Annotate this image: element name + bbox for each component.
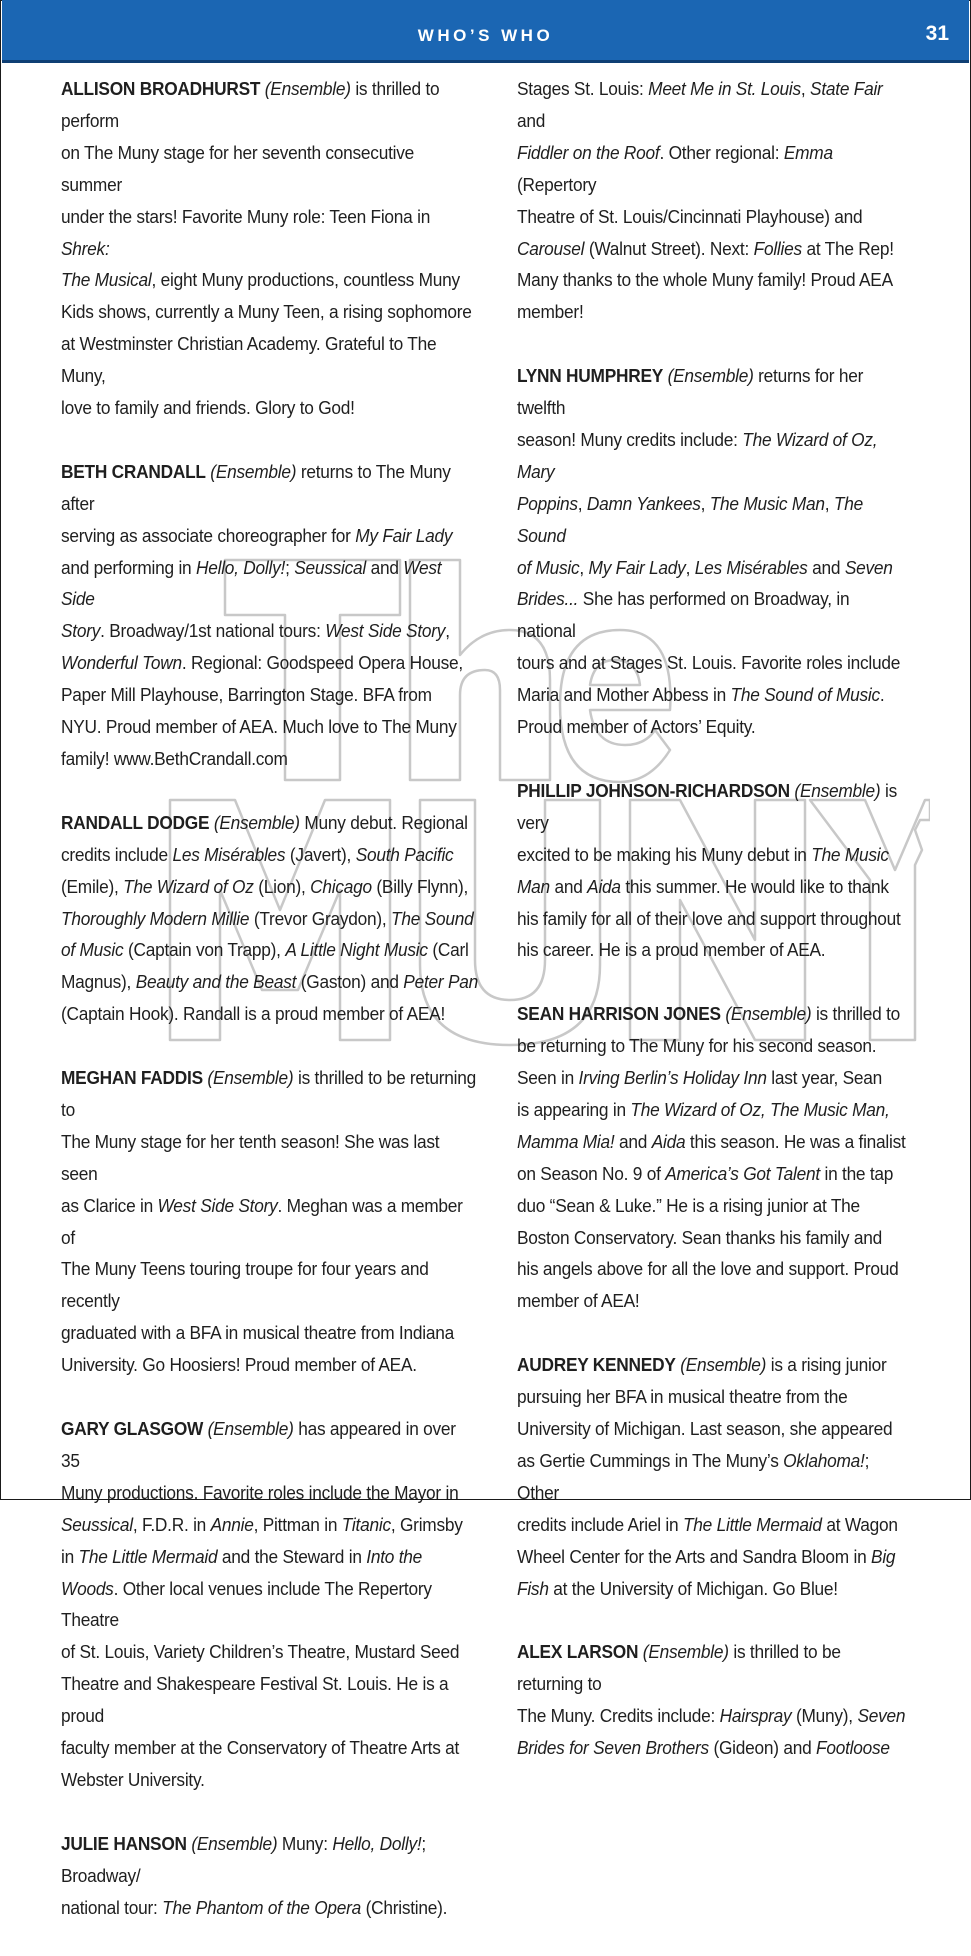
bio-line xyxy=(517,1063,907,1095)
bio-text: as Gertie Cummings in The Muny’s xyxy=(517,1450,784,1471)
bio-line xyxy=(61,1829,479,1893)
bio-line xyxy=(517,234,907,266)
bio-text: (Captain von Trapp), xyxy=(123,940,286,961)
bio-line xyxy=(61,1191,479,1255)
credit-title: Seven xyxy=(857,1706,906,1727)
bio-text: , xyxy=(685,557,695,578)
bio-line xyxy=(61,1414,479,1478)
bio-text: returns for her twelfth xyxy=(517,366,864,419)
bio-line xyxy=(517,840,907,872)
bio-text: (Walnut Street). Next: xyxy=(584,238,754,259)
credit-title: Fish xyxy=(517,1578,549,1599)
bio-line xyxy=(61,1733,479,1765)
bio-text: and xyxy=(807,557,845,578)
bio-entry xyxy=(517,999,907,1318)
bio-text: , Grimsby xyxy=(390,1514,463,1535)
bio-text: serving as associate choreographer for xyxy=(61,525,356,546)
bio-line xyxy=(517,680,907,712)
credit-title: of Music xyxy=(517,557,580,578)
credit-title: Into the xyxy=(366,1546,423,1567)
bio-text: , xyxy=(800,79,811,99)
bio-line xyxy=(61,1318,479,1350)
bio-text: Boston Conservatory. Sean thanks his family and xyxy=(517,1227,882,1248)
credit-title: Seussical xyxy=(61,1514,133,1535)
bio-text: The Muny Teens touring troupe for four years and recently xyxy=(61,1259,429,1312)
bio-line xyxy=(517,1414,907,1446)
bio-text: . Other regional: xyxy=(659,142,784,163)
bio-text: (Gideon) and xyxy=(708,1738,817,1759)
bio-text: (Billy Flynn), xyxy=(371,876,469,897)
bio-text: his angels above for all the love and support. Proud xyxy=(517,1259,899,1280)
performer-role: (Ensemble) xyxy=(213,812,300,833)
credit-title: Story xyxy=(61,621,101,642)
bio-text: Webster University. xyxy=(61,1769,205,1790)
credit-title: of Music xyxy=(61,940,124,961)
credit-title: Irving Berlin’s Holiday Inn xyxy=(578,1068,767,1089)
bio-line xyxy=(61,904,479,936)
credit-title: Seven xyxy=(844,557,893,578)
bio-text: . Regional: Goodspeed Opera House, xyxy=(181,653,463,674)
bio-text: . xyxy=(879,685,885,706)
bio-text: , eight Muny productions, countless Muny xyxy=(151,270,460,291)
bio-text: as Clarice in xyxy=(61,1195,158,1216)
credit-title: Aida xyxy=(651,1131,686,1152)
bio-text: on Season No. 9 of xyxy=(517,1163,666,1184)
credit-title: The Wizard of Oz, Mary xyxy=(517,429,878,482)
performer-name: ALEX LARSON xyxy=(517,1642,639,1663)
bio-line xyxy=(517,1223,907,1255)
bio-text: of St. Louis, Variety Children’s Theatre, Mustard Seed xyxy=(61,1642,460,1663)
bio-text: his family for all of their love and support throughout xyxy=(517,908,901,929)
bio-text: Magnus), xyxy=(61,972,136,993)
bio-text: is thrilled to perform xyxy=(61,79,440,131)
credit-title: Man xyxy=(517,876,550,897)
bio-text: this summer. He would like to thank xyxy=(620,876,889,897)
bio-text: Paper Mill Playhouse, Barrington Stage. BFA from xyxy=(61,685,432,706)
credit-title: The Sound of Music xyxy=(730,685,880,706)
credit-title: Woods xyxy=(61,1578,114,1599)
bio-text: at Wagon xyxy=(821,1514,898,1535)
bio-text: his career. He is a proud member of AEA. xyxy=(517,940,826,961)
bio-text: (Muny), xyxy=(791,1706,858,1727)
credit-title: Thoroughly Modern Millie xyxy=(61,908,250,929)
bio-line xyxy=(61,1510,479,1542)
bio-line xyxy=(61,393,479,425)
performer-role: (Ensemble) xyxy=(667,366,754,387)
bio-text: , xyxy=(579,557,589,578)
bio-line xyxy=(517,489,907,553)
bio-line xyxy=(517,1031,907,1063)
bio-line xyxy=(517,297,907,329)
header-divider xyxy=(2,60,969,63)
bio-line xyxy=(61,680,479,712)
bio-line xyxy=(61,1574,479,1638)
performer-name: JULIE HANSON xyxy=(61,1833,187,1854)
bio-text: (Javert), xyxy=(285,844,356,865)
bio-line xyxy=(517,202,907,234)
performer-role: (Ensemble) xyxy=(725,1004,812,1025)
bio-line xyxy=(517,1159,907,1191)
bio-text: (Christine). xyxy=(361,1897,448,1918)
credit-title: Titanic xyxy=(341,1514,391,1535)
bio-line xyxy=(517,1191,907,1223)
credit-title: Big xyxy=(871,1546,896,1567)
bio-text: Muny productions. Favorite roles include the Mayor in xyxy=(61,1482,459,1503)
credit-title: Peter Pan xyxy=(403,972,479,993)
bio-text: member! xyxy=(517,302,584,323)
bio-text: Maria and Mother Abbess in xyxy=(517,685,731,706)
bio-line xyxy=(517,584,907,648)
bio-line xyxy=(517,1350,907,1382)
bio-text: faculty member at the Conservatory of Theatre Arts at xyxy=(61,1738,460,1759)
bio-entry xyxy=(61,1414,479,1797)
performer-name: MEGHAN FADDIS xyxy=(61,1068,203,1089)
bio-text: . Broadway/1st national tours: xyxy=(100,621,326,642)
bio-line xyxy=(61,840,479,872)
credit-title: Carousel xyxy=(517,238,585,259)
bio-line xyxy=(517,1637,907,1701)
bio-entry xyxy=(61,808,479,1031)
bio-text: Proud member of Actors’ Equity. xyxy=(517,717,756,738)
bio-line xyxy=(517,935,907,967)
bio-text: She has performed on Broadway, in national xyxy=(517,589,850,642)
bio-line xyxy=(61,712,479,744)
bio-text: at the University of Michigan. Go Blue! xyxy=(548,1578,838,1599)
bio-text: love to family and friends. Glory to God! xyxy=(61,398,355,419)
credit-title: The Little Mermaid xyxy=(78,1546,218,1567)
bio-line xyxy=(61,1350,479,1382)
bio-line xyxy=(61,1254,479,1318)
performer-role: (Ensemble) xyxy=(794,780,881,801)
bio-text: , xyxy=(577,493,587,514)
performer-role: (Ensemble) xyxy=(680,1355,767,1376)
credit-title: My Fair Lady xyxy=(355,525,453,546)
bio-text: returns to The Muny after xyxy=(61,461,451,514)
bio-text: excited to be making his Muny debut in xyxy=(517,844,812,865)
credit-title: Oklahoma! xyxy=(783,1450,865,1471)
credit-title: West Side Story xyxy=(325,621,446,642)
credit-title: West Side Story xyxy=(157,1195,278,1216)
bio-text: Kids shows, currently a Muny Teen, a rising sophomore xyxy=(61,302,472,323)
bio-line xyxy=(517,1510,907,1542)
bio-line xyxy=(517,712,907,744)
bio-entry xyxy=(61,74,479,425)
bio-line xyxy=(61,1765,479,1797)
bio-text: (Trevor Graydon), xyxy=(249,908,392,929)
bio-text: (Repertory xyxy=(517,174,597,195)
credit-title: Damn Yankees xyxy=(586,493,701,514)
bio-text: NYU. Proud member of AEA. Much love to The Muny xyxy=(61,717,457,738)
bio-text: is thrilled to xyxy=(811,1004,901,1025)
performer-name: LYNN HUMPHREY xyxy=(517,366,664,387)
credit-title: Mamma Mia! xyxy=(517,1131,615,1152)
bio-text: family! www.BethCrandall.com xyxy=(61,749,288,770)
credit-title: Annie xyxy=(210,1514,254,1535)
bio-line xyxy=(61,808,479,840)
credit-title: State Fair xyxy=(810,79,883,99)
bio-line xyxy=(61,1893,479,1925)
bio-text: , xyxy=(824,493,834,514)
credit-title: Les Misérables xyxy=(694,557,808,578)
credit-title: Fiddler on the Roof xyxy=(517,142,660,163)
bio-line xyxy=(61,265,479,297)
performer-name: AUDREY KENNEDY xyxy=(517,1355,676,1376)
bio-entry xyxy=(61,1829,479,1925)
bio-line xyxy=(61,329,479,393)
performer-role: (Ensemble) xyxy=(207,1068,294,1089)
credit-title: A Little Night Music xyxy=(285,940,428,961)
credit-title: The Sound xyxy=(517,493,863,546)
credit-title: The Sound xyxy=(391,908,474,929)
bio-line xyxy=(61,138,479,202)
performer-name: ALLISON BROADHURST xyxy=(61,79,261,99)
bio-line xyxy=(517,872,907,904)
bio-text: . Meghan was a member of xyxy=(61,1195,463,1248)
credit-title: Poppins xyxy=(517,493,578,514)
credit-title: Hello, Dolly! xyxy=(332,1833,422,1854)
bio-line xyxy=(61,648,479,680)
bio-line xyxy=(517,553,907,585)
bio-text: pursuing her BFA in musical theatre from the xyxy=(517,1387,848,1408)
credit-title: The Musical xyxy=(61,270,152,291)
bio-text: University. Go Hoosiers! Proud member of AEA. xyxy=(61,1355,417,1376)
bio-line xyxy=(517,1701,907,1733)
credit-title: Aida xyxy=(587,876,621,897)
bio-text: and xyxy=(366,557,404,578)
bio-text: , F.D.R. in xyxy=(132,1514,211,1535)
bio-text: duo “Sean & Luke.” He is a rising junior at The xyxy=(517,1195,860,1216)
bio-line xyxy=(61,521,479,553)
credit-title: West Side xyxy=(61,557,442,610)
bio-text: tours and at Stages St. Louis. Favorite roles include xyxy=(517,653,901,674)
bio-text: and xyxy=(517,110,546,131)
bio-entry xyxy=(517,776,907,967)
section-title: WHO’S WHO xyxy=(417,26,554,45)
performer-name: BETH CRANDALL xyxy=(61,461,206,482)
bio-line xyxy=(61,967,479,999)
credit-title: Footloose xyxy=(816,1738,890,1759)
right-bio-column xyxy=(517,74,907,1797)
credit-title: Hello, Dolly! xyxy=(195,557,286,578)
bio-line xyxy=(517,1382,907,1414)
credit-title: Follies xyxy=(753,238,802,259)
credit-title: My Fair Lady xyxy=(588,557,686,578)
bio-text: University of Michigan. Last season, she appeared xyxy=(517,1419,893,1439)
bio-text: at The Rep! xyxy=(801,238,894,259)
bio-text: Many thanks to the whole Muny family! Proud AEA xyxy=(517,270,893,291)
bio-entry xyxy=(517,1637,907,1765)
bio-text: and xyxy=(614,1131,652,1152)
bio-text: and xyxy=(549,876,588,897)
bio-text: , xyxy=(700,493,710,514)
bio-text: on The Muny stage for her seventh consecutive summer xyxy=(61,142,415,195)
bio-text: The Muny. Credits include: xyxy=(517,1706,720,1727)
bio-line xyxy=(517,999,907,1031)
bio-text: credits include xyxy=(61,844,173,865)
bio-line xyxy=(61,1478,479,1510)
credit-title: Les Misérables xyxy=(172,844,286,865)
bio-text: member of AEA! xyxy=(517,1291,640,1312)
credit-title: America’s Got Talent xyxy=(665,1163,820,1184)
credit-title: The Wizard of Oz xyxy=(123,876,254,897)
bio-line xyxy=(517,1286,907,1318)
credit-title: Meet Me in St. Louis xyxy=(648,79,801,99)
bio-line xyxy=(61,935,479,967)
credit-title: The Little Mermaid xyxy=(682,1514,822,1535)
performer-role: (Ensemble) xyxy=(264,79,351,99)
bio-line xyxy=(61,616,479,648)
credit-title: Emma xyxy=(783,142,833,163)
bio-text: ; xyxy=(285,557,295,578)
bio-line xyxy=(517,425,907,489)
bio-text: has appeared in over 35 xyxy=(61,1419,456,1471)
bio-text: graduated with a BFA in musical theatre from Indiana xyxy=(61,1323,454,1344)
bio-line xyxy=(517,1574,907,1606)
bio-text: is a rising junior xyxy=(766,1355,887,1376)
bio-entry xyxy=(517,361,907,744)
credit-title: Shrek: xyxy=(61,238,110,259)
bio-line xyxy=(517,776,907,840)
bio-text: is very xyxy=(517,780,897,833)
bio-text: (Captain Hook). Randall is a proud member of AEA! xyxy=(61,1004,446,1025)
bio-line xyxy=(61,457,479,521)
bio-line xyxy=(517,1733,907,1765)
credit-title: Brides... xyxy=(517,589,579,610)
bio-text: Wheel Center for the Arts and Sandra Bloom in xyxy=(517,1546,872,1567)
bio-entry xyxy=(517,74,907,329)
credit-title: Wonderful Town xyxy=(61,653,182,674)
left-bio-column xyxy=(61,74,479,1956)
bio-text: Theatre of St. Louis/Cincinnati Playhouse) and xyxy=(517,206,863,227)
bio-line xyxy=(61,1063,479,1127)
bio-text: Muny debut. Regional xyxy=(299,812,468,833)
bio-text: , Pittman in xyxy=(253,1514,342,1535)
credit-title: Brides for Seven Brothers xyxy=(517,1738,709,1759)
bio-text: national tour: xyxy=(61,1897,163,1918)
credit-title: The Phantom of the Opera xyxy=(162,1897,362,1918)
bio-line xyxy=(517,138,907,202)
credit-title: The Wizard of Oz, The Music Man, xyxy=(630,1099,890,1120)
bio-line xyxy=(61,1669,479,1733)
bio-text: ; Broadway/ xyxy=(61,1833,427,1886)
bio-text: Stages St. Louis: xyxy=(517,79,649,99)
bio-line xyxy=(61,1127,479,1191)
bio-entry xyxy=(517,1350,907,1605)
bio-entry xyxy=(61,1063,479,1382)
bio-line xyxy=(517,904,907,936)
credit-title: Hairspray xyxy=(719,1706,792,1727)
performer-name: RANDALL DODGE xyxy=(61,812,210,833)
bio-line xyxy=(517,361,907,425)
bio-text: , xyxy=(445,621,450,642)
bio-line xyxy=(517,1095,907,1127)
bio-text: . Other local venues include The Repertory Theatre xyxy=(61,1578,432,1631)
bio-line xyxy=(61,1542,479,1574)
bio-text: and the Steward in xyxy=(217,1546,367,1567)
bio-text: is thrilled to be returning to xyxy=(61,1068,476,1120)
bio-line xyxy=(61,744,479,776)
bio-line xyxy=(517,1446,907,1510)
bio-entry xyxy=(61,457,479,776)
bio-line xyxy=(61,74,479,138)
bio-text: in the tap xyxy=(819,1163,894,1184)
bio-line xyxy=(61,1637,479,1669)
bio-line xyxy=(517,74,907,138)
bio-text: (Gaston) and xyxy=(296,972,404,993)
bio-text: in xyxy=(61,1546,79,1567)
page-number: 31 xyxy=(925,22,949,45)
bio-line xyxy=(61,202,479,266)
bio-line xyxy=(517,1127,907,1159)
bio-text: ; Other xyxy=(517,1450,870,1503)
bio-text: credits include Ariel in xyxy=(517,1514,683,1535)
bio-text: is appearing in xyxy=(517,1099,631,1120)
bio-text: Muny: xyxy=(277,1833,333,1854)
bio-line xyxy=(517,1542,907,1574)
bio-text: (Carl xyxy=(427,940,469,961)
bio-text: season! Muny credits include: xyxy=(517,429,743,450)
bio-text: be returning to The Muny for his second season. xyxy=(517,1036,877,1057)
credit-title: Seussical xyxy=(294,557,367,578)
credit-title: The Music xyxy=(811,844,889,865)
bio-line xyxy=(517,648,907,680)
bio-text: at Westminster Christian Academy. Grateful to The Muny, xyxy=(61,334,437,387)
bio-text: last year, Sean xyxy=(766,1068,883,1089)
credit-title: South Pacific xyxy=(355,844,454,865)
performer-role: (Ensemble) xyxy=(642,1642,729,1663)
performer-name: PHILLIP JOHNSON-RICHARDSON xyxy=(517,780,790,801)
performer-name: SEAN HARRISON JONES xyxy=(517,1004,721,1025)
credit-title: Beauty and the Beast xyxy=(135,972,297,993)
bio-text: is thrilled to be returning to xyxy=(517,1642,841,1695)
bio-line xyxy=(517,1254,907,1286)
bio-text: The Muny stage for her tenth season! She was last seen xyxy=(61,1131,440,1184)
bio-text: Theatre and Shakespeare Festival St. Louis. He is a proud xyxy=(61,1674,449,1727)
bio-text: this season. He was a finalist xyxy=(685,1131,906,1152)
bio-text: Seen in xyxy=(517,1068,579,1089)
bio-text: (Emile), xyxy=(61,876,124,897)
bio-text: under the stars! Favorite Muny role: Teen Fiona in xyxy=(61,206,431,227)
bio-line xyxy=(61,553,479,617)
credit-title: The Music Man xyxy=(709,493,825,514)
bio-line xyxy=(61,999,479,1031)
performer-role: (Ensemble) xyxy=(207,1419,294,1439)
bio-line xyxy=(61,872,479,904)
bio-line xyxy=(61,297,479,329)
bio-line xyxy=(517,265,907,297)
bio-text: and performing in xyxy=(61,557,196,578)
credit-title: Chicago xyxy=(310,876,372,897)
bio-text: (Lion), xyxy=(253,876,311,897)
performer-role: (Ensemble) xyxy=(210,461,297,482)
performer-name: GARY GLASGOW xyxy=(61,1419,204,1439)
performer-role: (Ensemble) xyxy=(191,1833,278,1854)
